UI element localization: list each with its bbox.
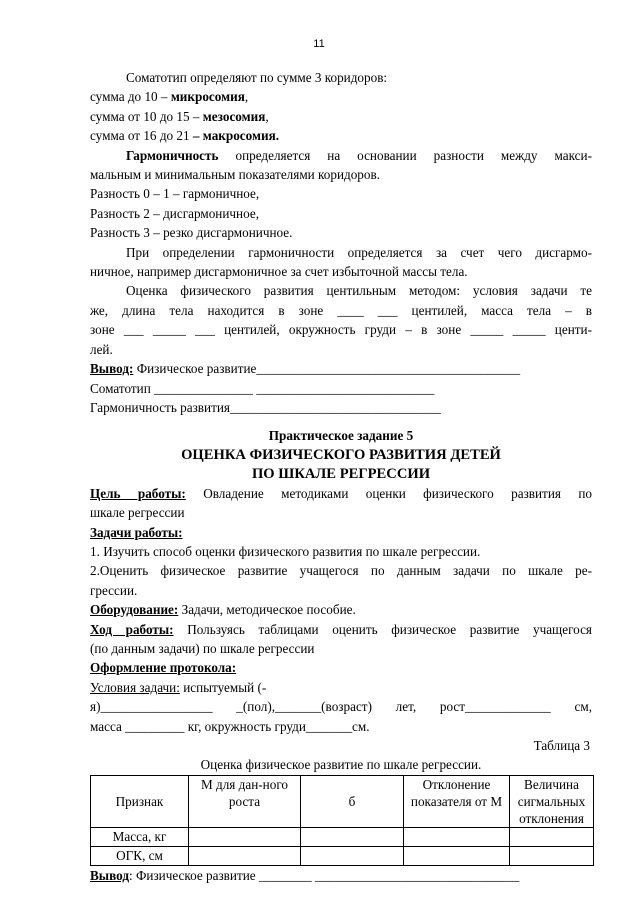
table-cell-empty xyxy=(510,827,594,846)
goal-line1: Цель работы: Овладение методиками оценки физического развития по xyxy=(90,485,592,501)
difference-item: Разность 0 – 1 – гармоничное, xyxy=(90,186,260,202)
page-number: 11 xyxy=(313,38,325,50)
table-header-cell: Отклонение показателя от М xyxy=(404,775,510,827)
table-number: Таблица 3 xyxy=(533,738,590,753)
table-caption: Оценка физическое развитие по шкале регрессии. xyxy=(200,757,482,773)
task-item-1: 1. Изучить способ оценки физического развития по шкале регрессии. xyxy=(90,543,481,559)
table-header-cell: Признак xyxy=(91,775,189,827)
conclusion-somatotype: Соматотип _______________ ___________________________ xyxy=(90,380,435,396)
table-cell-empty xyxy=(404,827,510,846)
table-header-cell: б xyxy=(301,775,404,827)
conditions-line3: масса _________ кг, окружность груди_______см. xyxy=(90,718,370,734)
table-cell-empty xyxy=(301,846,404,865)
harmony-definition-line1: Гармоничность определяется на основании разности между макси- xyxy=(126,147,592,163)
somatotype-intro: Соматотип определяют по сумме 3 коридоров: xyxy=(126,70,388,85)
task-item-2-line1: 2.Оценить физическое развитие учащегося по данным задачи по шкале ре- xyxy=(90,563,592,579)
somatotype-meso-line: сумма от 10 до 15 – мезосомия, xyxy=(90,108,269,124)
table-header-cell: Величина сигмальных отклонения xyxy=(510,775,594,827)
protocol-heading: Оформление протокола: xyxy=(90,660,237,676)
table-cell-empty xyxy=(404,846,510,865)
task-item-2-line2: грессии. xyxy=(90,582,138,598)
table-row xyxy=(91,846,594,865)
conditions-line2: я)_________________ _(пол),_______(возраст) лет, рост_____________ см, xyxy=(90,699,592,715)
tasks-heading: Задачи работы: xyxy=(90,524,183,540)
table-header-row xyxy=(91,775,594,827)
centile-line2: же, длина тела находится в зоне ____ ___ центилей, масса тела – в xyxy=(90,302,592,318)
table-row-label: Масса, кг xyxy=(91,827,189,846)
page-content xyxy=(90,68,592,885)
task-title: ОЦЕНКА ФИЗИЧЕСКОГО РАЗВИТИЯ ДЕТЕЙ xyxy=(181,446,501,463)
difference-item: Разность 2 – дисгармоничное, xyxy=(90,205,260,221)
conclusion-final: Вывод: Физическое развитие ________ _______________________________ xyxy=(90,867,520,883)
conditions-line1: Условия задачи: испытуемый (- xyxy=(90,679,267,695)
equipment-line: Оборудование: Задачи, методическое пособие. xyxy=(90,602,356,618)
somatotype-micro-line: сумма до 10 – микросомия, xyxy=(90,89,249,105)
harmony-definition-line2: мальным и минимальным показателями коридоров. xyxy=(90,167,381,183)
table-row xyxy=(91,827,594,846)
task-label: Практическое задание 5 xyxy=(268,428,414,444)
disharmony-line2: ничное, например дисгармоничное за счет избыточной массы тела. xyxy=(90,264,468,280)
centile-line3: зоне ___ _____ ___ центилей, окружность груди – в зоне _____ _____ центи- xyxy=(90,322,592,338)
table-cell-empty xyxy=(301,827,404,846)
table-row-label: ОГК, см xyxy=(91,846,189,865)
conclusion-physical-development: Вывод: Физическое развитие________________________________________ xyxy=(90,361,521,377)
disharmony-line1: При определении гармоничности определяется за счет чего дисгармо- xyxy=(126,244,592,260)
table-cell-empty xyxy=(510,846,594,865)
regression-table xyxy=(90,775,594,866)
centile-line4: лей. xyxy=(90,341,113,357)
conclusion-harmony: Гармоничность развития________________________________ xyxy=(90,399,441,415)
table-header-cell: М для дан-ного роста xyxy=(189,775,301,827)
goal-line2: шкале регрессии xyxy=(90,505,185,521)
task-title-block xyxy=(90,426,592,483)
workflow-line1: Ход работы: Пользуясь таблицами оценить физическое развитие учащегося xyxy=(90,621,592,637)
somatotype-macro-line: сумма от 16 до 21 – макросомия. xyxy=(90,128,280,144)
difference-item: Разность 3 – резко дисгармоничное. xyxy=(90,225,293,241)
table-cell-empty xyxy=(189,846,301,865)
task-title: ПО ШКАЛЕ РЕГРЕССИИ xyxy=(251,465,431,482)
workflow-line2: (по данным задачи) по шкале регрессии xyxy=(90,640,315,656)
table-cell-empty xyxy=(189,827,301,846)
centile-line1: Оценка физического развития центильным методом: условия задачи те xyxy=(126,283,592,299)
